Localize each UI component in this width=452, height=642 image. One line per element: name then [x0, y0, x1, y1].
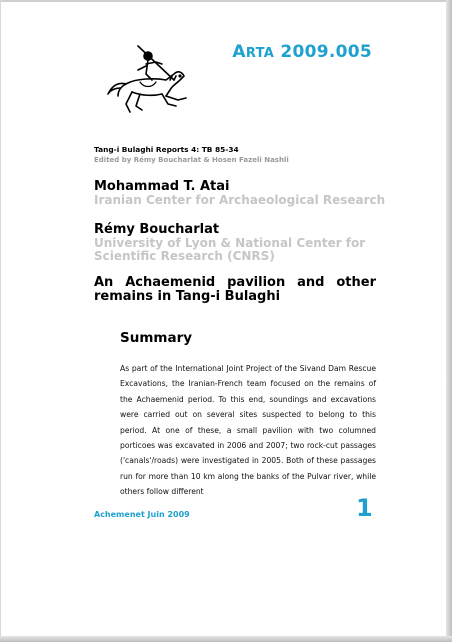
series-editors-line: Edited by Rémy Boucharlat & Hosen Fazeli Nashli — [94, 156, 289, 164]
page-number: 1 — [356, 494, 373, 522]
author-affiliation-1: Iranian Center for Archaeological Research — [94, 193, 386, 207]
journal-title-initial: A — [232, 42, 246, 62]
journal-title-number: 2009.005 — [274, 42, 372, 62]
summary-heading: Summary — [120, 330, 193, 346]
page-edge-right — [446, 0, 452, 642]
author-name-1: Mohammad T. Atai — [94, 179, 230, 194]
page-edge-bottom — [0, 636, 452, 642]
series-reports-line: Tang-i Bulaghi Reports 4: TB 85-34 — [94, 145, 239, 154]
page-edge-top — [0, 0, 452, 2]
journal-title-smallcaps: RTA — [245, 46, 275, 61]
page-edge-left — [0, 0, 1, 642]
article-title: An Achaemenid pavilion and other remains in Tang-i Bulaghi — [94, 275, 376, 304]
journal-title — [232, 42, 372, 62]
author-affiliation-2: University of Lyon & National Center for Scientific Research (CNRS) — [94, 236, 366, 263]
horseman-logo — [96, 40, 196, 130]
author-name-2: Rémy Boucharlat — [94, 222, 220, 237]
summary-body: As part of the International Joint Project of the Sivand Dam Rescue Excavations, the Iranian-French team focused on the remains of the Achaemenid period. To this end, soundings and excavations were carried out on several sites suspected to belong to this period. At one of these, a small pavilion with two columned porticoes was excavated in 2006 and 2007; two rock-cut passages ('canals'/roads) were investigated in 2005. Both of these passages run for more than 10 km along the banks of the Pulvar river, while others follow different — [120, 364, 376, 497]
footer-journal-issue: Achemenet Juin 2009 — [94, 510, 190, 519]
